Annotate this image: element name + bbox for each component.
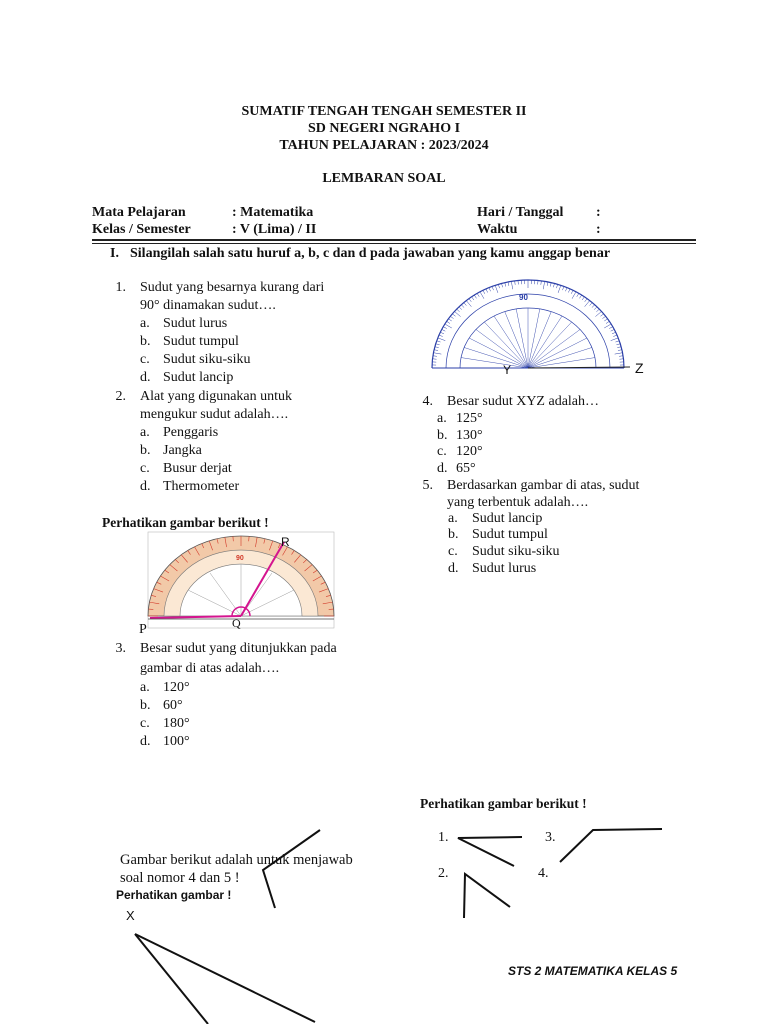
sheet-subtitle: LEMBARAN SOAL <box>322 171 446 186</box>
option-text: 100° <box>163 734 190 749</box>
option-letter[interactable]: c. <box>140 461 150 476</box>
question-text: Berdasarkan gambar di atas, sudut <box>447 478 640 493</box>
exam-title: SUMATIF TENGAH TENGAH SEMESTER II <box>241 104 527 119</box>
protractor-tick <box>495 285 498 293</box>
option-letter[interactable]: a. <box>140 425 150 440</box>
option-text: Sudut lurus <box>472 561 537 576</box>
header-rule-thin <box>92 243 696 244</box>
protractor-tick <box>618 350 622 351</box>
label-y: Y <box>503 363 512 377</box>
protractor-tick <box>619 356 623 357</box>
option-letter[interactable]: d. <box>140 370 151 385</box>
protractor-tick <box>508 282 509 286</box>
option-letter[interactable]: c. <box>140 352 150 367</box>
protractor-tick <box>604 319 607 321</box>
question-text: Besar sudut yang ditunjukkan pada <box>140 641 337 656</box>
section-number: I. <box>110 246 119 261</box>
protractor-tick <box>454 311 460 316</box>
protractor-tick <box>615 353 623 354</box>
option-text: Sudut tumpul <box>472 527 548 542</box>
protractor-tick <box>486 289 488 293</box>
option-text: 60° <box>163 698 183 713</box>
protractor-tick <box>498 284 499 288</box>
protractor-tick <box>440 332 444 334</box>
shape-number: 2. <box>438 866 449 881</box>
protractor-tick <box>550 283 551 287</box>
protractor-tick <box>571 290 573 294</box>
shape-number: 3. <box>545 830 556 845</box>
protractor-tick <box>450 316 453 318</box>
question-text: yang terbentuk adalah…. <box>447 495 589 510</box>
option-letter[interactable]: b. <box>140 443 151 458</box>
protractor-tick <box>602 316 605 318</box>
option-letter[interactable]: c. <box>140 716 150 731</box>
protractor-tick <box>568 289 570 293</box>
option-text: 130° <box>456 428 483 443</box>
protractor-tick <box>600 314 603 316</box>
label-p: P <box>139 622 147 637</box>
option-letter[interactable]: d. <box>437 461 448 476</box>
question-number: 4. <box>422 394 433 409</box>
protractor-tick <box>582 297 584 300</box>
protractor-tick <box>459 307 462 310</box>
figure-1-caption: Perhatikan gambar berikut ! <box>102 515 269 530</box>
day-label: Hari / Tanggal <box>477 205 564 220</box>
option-letter[interactable]: a. <box>448 511 458 526</box>
protractor-tick <box>612 332 616 334</box>
protractor-tick <box>611 338 619 341</box>
option-letter[interactable]: c. <box>448 544 458 559</box>
protractor-tick <box>466 301 471 307</box>
protractor-tick <box>515 281 516 285</box>
protractor-tick <box>445 324 452 328</box>
option-text: 65° <box>456 461 476 476</box>
header-rule-thick <box>92 239 696 241</box>
protractor-tick <box>585 299 587 302</box>
protractor-tick <box>469 299 471 302</box>
angle-xyz-ray-2 <box>135 934 315 1022</box>
protractor-tick <box>434 350 438 351</box>
protractor-tick <box>505 283 506 287</box>
protractor-tick <box>577 293 579 296</box>
angle-shape-4 <box>263 830 320 908</box>
protractor-tick <box>609 327 613 329</box>
day-value: : <box>596 205 601 220</box>
option-text: Sudut siku-siku <box>163 352 251 367</box>
option-letter[interactable]: d. <box>140 479 151 494</box>
option-text: 180° <box>163 716 190 731</box>
protractor-tick <box>438 338 446 341</box>
option-text: Sudut lancip <box>163 370 234 385</box>
protractor-tick <box>616 344 620 345</box>
protractor-tick <box>579 295 581 298</box>
label-x: X <box>126 908 135 923</box>
subject-value: : Matematika <box>232 205 314 220</box>
label-q: Q <box>232 616 241 630</box>
protractor-tick <box>433 356 437 357</box>
protractor-tick <box>472 297 474 300</box>
protractor-tick <box>547 282 548 286</box>
figure-3-caption: Perhatikan gambar berikut ! <box>420 796 587 811</box>
question-number: 1. <box>115 280 126 295</box>
option-text: Sudut lancip <box>472 511 543 526</box>
option-text: 125° <box>456 411 483 426</box>
protractor-tick <box>541 281 542 285</box>
class-value: : V (Lima) / II <box>232 222 317 237</box>
protractor-tick <box>604 324 611 328</box>
protractor-tick <box>439 335 443 336</box>
protractor-tick <box>511 281 512 289</box>
protractor-tick <box>553 283 554 287</box>
protractor-tick <box>452 314 455 316</box>
protractor-tick <box>433 353 441 354</box>
question-text: 90° dinamakan sudut…. <box>140 298 276 313</box>
protractor-tick <box>489 288 491 292</box>
protractor-tick <box>572 292 576 299</box>
protractor-tick <box>442 329 446 331</box>
option-text: Busur derjat <box>163 461 232 476</box>
option-letter[interactable]: a. <box>140 316 150 331</box>
protractor-tick <box>443 327 447 329</box>
protractor-tick <box>617 347 621 348</box>
protractor-tick <box>615 341 619 342</box>
protractor-tick <box>437 341 441 342</box>
protractor-tick <box>483 290 485 294</box>
protractor-tick <box>592 305 595 308</box>
protractor-tick <box>480 292 484 299</box>
school-name: SD NEGERI NGRAHO I <box>307 121 461 136</box>
option-text: Sudut siku-siku <box>472 544 560 559</box>
option-text: 120° <box>163 680 190 695</box>
protractor-tick <box>596 309 599 312</box>
option-text: 120° <box>456 444 483 459</box>
angle-shapes-lower <box>100 820 360 1024</box>
protractor-tick <box>590 303 593 306</box>
option-text: Thermometer <box>163 479 240 494</box>
option-text: Sudut tumpul <box>163 334 239 349</box>
protractor-90-mark: 90 <box>519 293 528 302</box>
protractor-tick <box>585 301 590 307</box>
protractor-tick <box>562 286 563 290</box>
protractor-tick <box>435 347 439 348</box>
option-letter[interactable]: b. <box>448 527 459 542</box>
option-text: Jangka <box>163 443 202 458</box>
option-letter[interactable]: c. <box>437 444 447 459</box>
question-text: Sudut yang besarnya kurang dari <box>140 280 325 295</box>
protractor-tick <box>543 281 544 289</box>
protractor-tick <box>477 293 479 296</box>
protractor-tick <box>447 321 450 323</box>
page-footer: STS 2 MATEMATIKA KELAS 5 <box>508 964 678 978</box>
option-letter[interactable]: b. <box>140 334 151 349</box>
question-text: Alat yang digunakan untuk <box>140 389 293 404</box>
option-letter[interactable]: b. <box>437 428 448 443</box>
class-label: Kelas / Semester <box>92 222 191 237</box>
option-letter[interactable]: d. <box>448 561 459 576</box>
protractor-tick <box>611 329 615 331</box>
protractor-tick <box>461 305 464 308</box>
protractor-tick <box>595 311 601 316</box>
label-r: R <box>281 535 290 549</box>
protractor-tick <box>502 283 503 287</box>
note-text: soal nomor 4 dan 5 ! <box>120 870 240 886</box>
academic-year: TAHUN PELAJARAN : 2023/2024 <box>279 138 489 153</box>
question-text: Besar sudut XYZ adalah… <box>447 394 600 409</box>
protractor-tick <box>606 321 609 323</box>
question-number: 3. <box>115 641 126 656</box>
option-letter[interactable]: d. <box>140 734 151 749</box>
protractor-figure-xyz <box>416 278 656 376</box>
angle-shape-3 <box>560 829 662 862</box>
option-letter[interactable]: a. <box>140 680 150 695</box>
angle-shape-2 <box>464 874 510 918</box>
option-text: Sudut lurus <box>163 316 228 331</box>
angle-shape-1 <box>458 837 522 866</box>
protractor-tick <box>448 319 451 321</box>
angle-xyz-ray-1 <box>135 934 208 1024</box>
question-text: gambar di atas adalah…. <box>140 661 280 676</box>
question-number: 2. <box>115 389 126 404</box>
protractor-rays <box>460 308 596 368</box>
option-text: Penggaris <box>163 425 219 440</box>
note-text: Gambar berikut adalah untuk menjawab <box>120 852 353 868</box>
protractor-tick <box>436 344 440 345</box>
shape-number: 1. <box>438 830 449 845</box>
protractor-figure-pqr <box>136 530 346 640</box>
time-value: : <box>596 222 601 237</box>
shape-number: 4. <box>538 866 549 881</box>
section-instruction: Silangilah salah satu huruf a, b, c dan d pada jawaban yang kamu anggap benar <box>130 246 611 261</box>
protractor-tick <box>556 284 557 288</box>
protractor-tick <box>558 285 561 293</box>
question-number: 5. <box>422 478 433 493</box>
option-letter[interactable]: a. <box>437 411 447 426</box>
protractor-tick <box>492 286 493 290</box>
protractor-tick <box>613 335 617 336</box>
option-letter[interactable]: b. <box>140 698 151 713</box>
protractor-tick <box>464 303 467 306</box>
protractor-tick <box>457 309 460 312</box>
protractor-tick <box>594 307 597 310</box>
subject-label: Mata Pelajaran <box>92 205 186 220</box>
label-z: Z <box>635 360 644 376</box>
question-text: mengukur sudut adalah…. <box>140 407 289 422</box>
protractor-tick <box>474 295 476 298</box>
angle-shapes <box>450 820 670 925</box>
protractor-tick <box>565 288 567 292</box>
note-caption: Perhatikan gambar ! <box>116 888 232 902</box>
time-label: Waktu <box>477 222 518 237</box>
protractor-90-mark: 90 <box>236 555 244 562</box>
